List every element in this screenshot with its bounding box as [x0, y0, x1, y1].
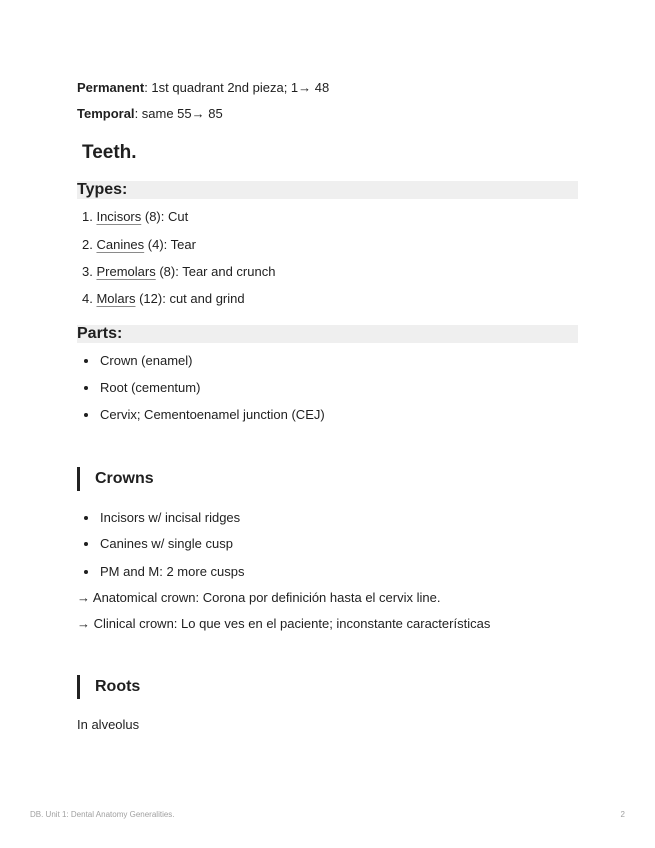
roots-text: In alveolus — [77, 717, 140, 732]
list-item: Canines w/ single cusp — [84, 536, 233, 552]
temporal-line — [77, 106, 223, 122]
anatomical-crown-note: → Anatomical crown: Corona por definición hasta el cervix line. — [77, 590, 441, 605]
term-link[interactable]: Incisors — [96, 209, 142, 224]
list-item: 3. Premolars (8): Tear and crunch — [82, 264, 276, 279]
page-title: Teeth. — [82, 142, 137, 163]
bullet-icon — [84, 542, 88, 546]
types-heading: Types: — [77, 181, 128, 198]
term-link[interactable]: Premolars — [96, 264, 156, 279]
list-item: Crown (enamel) — [84, 353, 192, 369]
roots-heading: Roots — [95, 678, 141, 695]
temporal-label: Temporal — [77, 106, 135, 121]
bullet-icon — [84, 386, 88, 390]
crowns-quote-bar — [77, 467, 80, 491]
list-item: PM and M: 2 more cusps — [84, 564, 245, 580]
bullet-icon — [84, 570, 88, 574]
list-item: Root (cementum) — [84, 380, 200, 396]
list-item: Incisors w/ incisal ridges — [84, 510, 240, 526]
page-number: 2 — [620, 810, 625, 819]
bullet-icon — [84, 413, 88, 417]
crowns-heading: Crowns — [95, 470, 154, 487]
permanent-label: Permanent — [77, 80, 145, 95]
list-item: 1. Incisors (8): Cut — [82, 209, 189, 224]
term-link[interactable]: Canines — [96, 237, 145, 252]
roots-quote-bar — [77, 675, 80, 699]
list-item: 2. Canines (4): Tear — [82, 237, 196, 252]
term-link[interactable]: Molars — [96, 291, 136, 306]
list-item: Cervix; Cementoenamel junction (CEJ) — [84, 407, 325, 423]
permanent-text: : 1st quadrant 2nd pieza; 1→ 48 — [144, 80, 330, 95]
permanent-line — [77, 80, 329, 96]
types-heading-background — [77, 181, 578, 199]
parts-heading: Parts: — [77, 325, 123, 342]
bullet-icon — [84, 359, 88, 363]
parts-heading-background — [77, 325, 578, 343]
footer-document-title: DB. Unit 1: Dental Anatomy Generalities. — [30, 810, 175, 819]
temporal-text: : same 55→ 85 — [134, 106, 223, 121]
bullet-icon — [84, 516, 88, 520]
clinical-crown-note: → Clinical crown: Lo que ves en el paciente; inconstante características — [77, 616, 491, 631]
list-item: 4. Molars (12): cut and grind — [82, 291, 245, 306]
